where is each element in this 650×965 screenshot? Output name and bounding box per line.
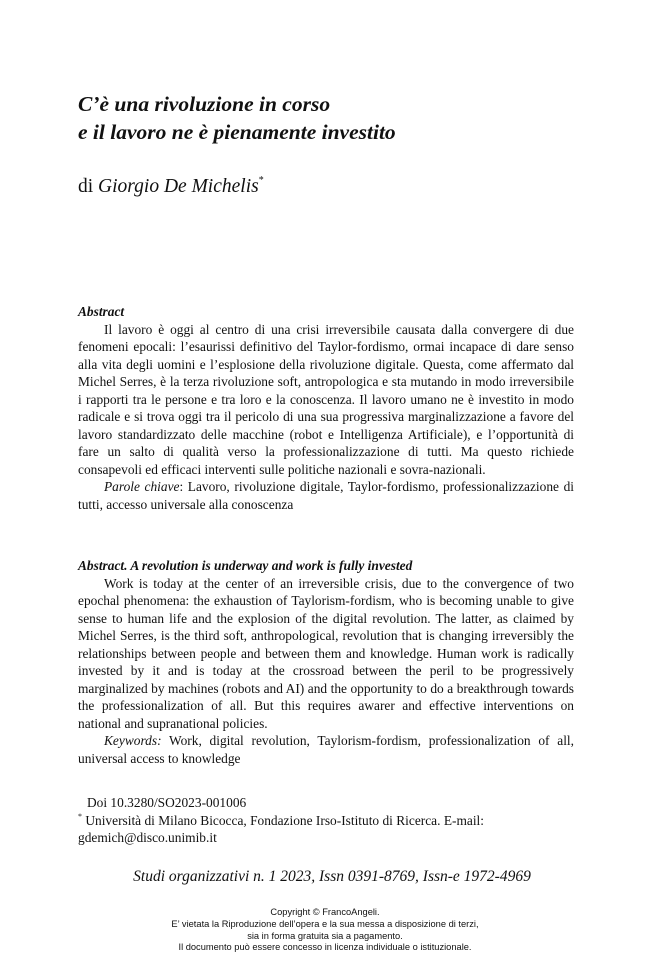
- title-line-1: C’è una rivoluzione in corso: [78, 92, 331, 116]
- affiliation-text: Università di Milano Bicocca, Fondazione Irso-Istituto di Ricerca. E-mail: gdemich@disco.unimib.it: [78, 812, 484, 845]
- journal-citation-text: Studi organizzativi n. 1 2023, Issn 0391-8769, Issn-e 1972-4969: [133, 868, 531, 885]
- keywords-italian-label: Parole chiave: [104, 479, 180, 494]
- copyright-line-4: Il documento può essere concesso in licenza individuale o istituzionale.: [178, 942, 472, 953]
- journal-citation: [0, 867, 650, 887]
- copyright-line-1: Copyright © FrancoAngeli.: [270, 907, 380, 917]
- abstract-italian-heading: Abstract: [78, 304, 125, 319]
- abstract-english-heading: Abstract. A revolution is underway and work is fully invested: [78, 558, 413, 573]
- abstract-italian: [78, 303, 574, 513]
- affiliation-mark: *: [78, 811, 82, 821]
- author-footnote-mark: *: [258, 175, 264, 186]
- abstract-italian-body: Il lavoro è oggi al centro di una crisi irreversibile causata dalla convergere di due fenomeni epocali: l’esaurissi definitivo del Taylor-fordismo, ormai incapace di dare senso alla vita degli uomini e l’esplosione della rivoluzione digitale. Questa, come affermato dal Michel Serres, è la terza rivoluzione soft, antropologica e sta mutando in modo irreversibile i rapporti tra le persone e tra loro e la conoscenza. Il lavoro umano ne è investito in modo radicale e si trova oggi tra il pericolo di una sua progressiva marginalizzazione a favore del lavoro standardizzato delle macchine (robot e Intelligenza Artificiale), e l’opportunità di fare un salto di qualità verso la professionalizzazione di tutti. Ma questo richiede consapevoli ed efficaci interventi sulle politiche nazionali e sovra-nazionali.: [78, 321, 574, 477]
- keywords-english-text: Work, digital revolution, Taylorism-fordism, professionalization of all, universal access to knowledge: [78, 733, 574, 766]
- keywords-italian-text: : Lavoro, rivoluzione digitale, Taylor-fordismo, professionalizzazione di tutti, accesso universale alla conoscenza: [78, 479, 574, 512]
- byline-prefix: di: [78, 176, 99, 197]
- footnotes: [78, 794, 574, 847]
- title-line-2: e il lavoro ne è pienamente investito: [78, 120, 396, 144]
- keywords-italian: [78, 478, 574, 513]
- keywords-english: [78, 732, 574, 767]
- copyright-line-3: sia in forma gratuita sia a pagamento.: [247, 930, 403, 941]
- abstract-english-body: Work is today at the center of an irreversible crisis, due to the convergence of two epochal phenomena: the exhaustion of Taylorism-fordism, who is becoming unable to give sense to human life and the explosion of the digital revolution. The latter, as claimed by Michel Serres, is the third soft, anthropological, revolution that is changing irreversibly the relationships between people and between them and knowledge. Human work is radically invested by it and is today at the crossroad between the peril to be progressively marginalized by machines (robots and AI) and the opportunity to do a breakthrough towards the professionalization of all. But this requires awarer and effective interventions on national and supranational policies.: [78, 575, 574, 731]
- author-byline: [78, 175, 598, 199]
- author-name: Giorgio De Michelis: [98, 176, 259, 197]
- copyright-line-2: E’ vietata la Riproduzione dell’opera e la sua messa a disposizione di terzi,: [171, 918, 479, 929]
- copyright-notice: [0, 907, 650, 954]
- affiliation-footnote: [78, 812, 574, 847]
- article-title: [78, 90, 598, 146]
- keywords-english-label: Keywords:: [104, 733, 162, 748]
- doi-line: Doi 10.3280/SO2023-001006: [87, 795, 247, 810]
- abstract-english: [78, 557, 574, 767]
